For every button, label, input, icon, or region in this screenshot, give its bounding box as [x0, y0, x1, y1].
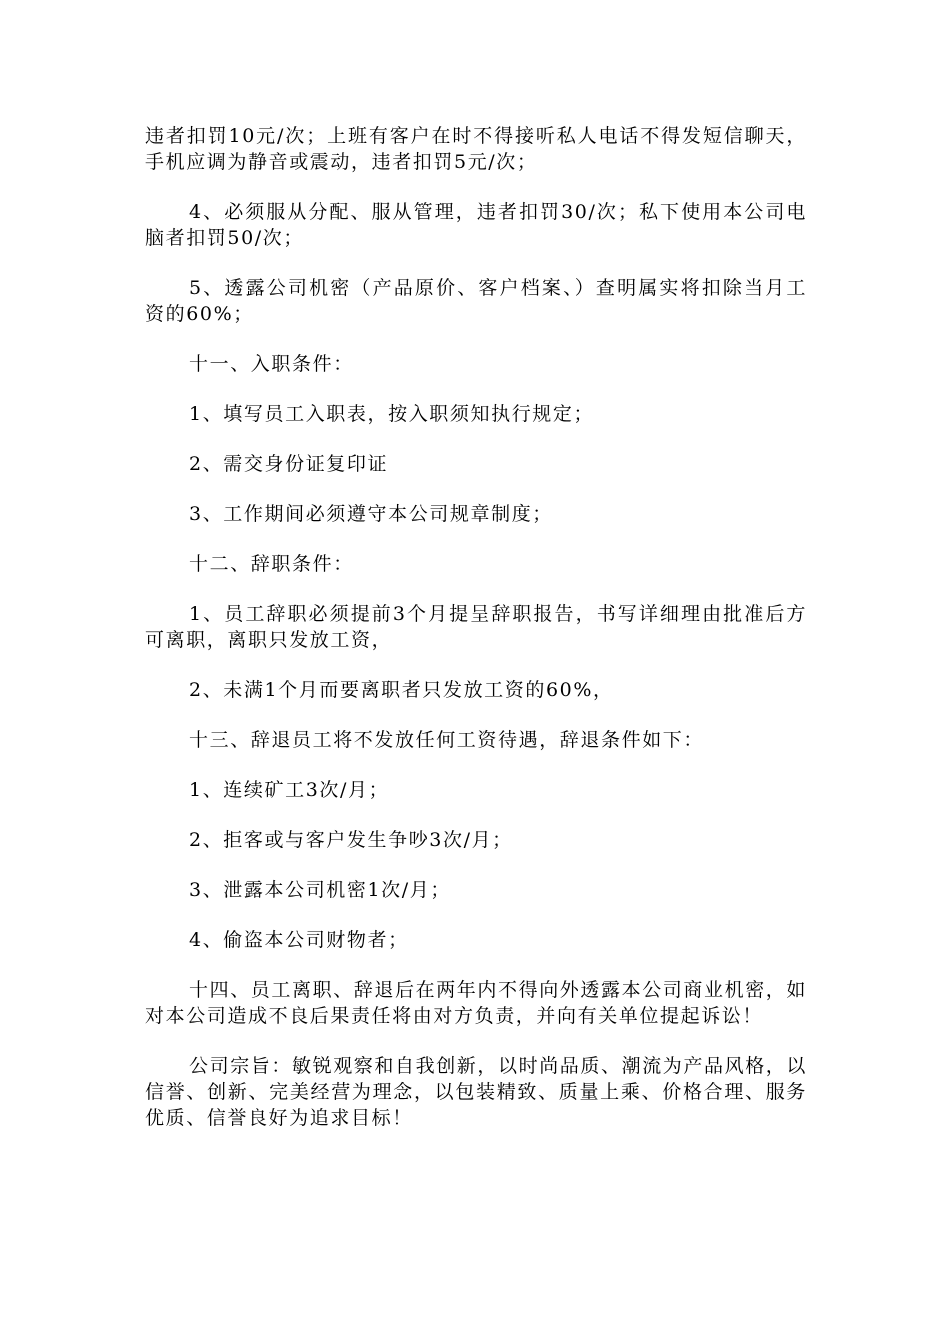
- section-confidentiality: 十四、员工离职、辞退后在两年内不得向外透露本公司商业机密，如对本公司造成不良后果责任将由对方负责，并向有关单位提起诉讼！: [145, 979, 808, 1027]
- paragraph-onboarding-3: 3、工作期间必须遵守本公司规章制度；: [189, 503, 553, 525]
- section-heading-resignation: 十二、辞职条件：: [189, 553, 354, 575]
- paragraph-dismissal-1: 1、连续矿工3次/月；: [189, 779, 390, 801]
- section-heading-dismissal: 十三、辞退员工将不发放任何工资待遇，辞退条件如下：: [189, 729, 705, 751]
- paragraph-resignation-2: 2、未满1个月而要离职者只发放工资的60%，: [189, 679, 614, 701]
- section-heading-onboarding: 十一、入职条件：: [189, 353, 354, 375]
- paragraph-dismissal-4: 4、偷盗本公司财物者；: [189, 929, 409, 951]
- paragraph-penalty-phone: 违者扣罚10元/次；上班有客户在时不得接听私人电话不得发短信聊天，手机应调为静音或震动，违者扣罚5元/次；: [145, 125, 807, 173]
- paragraph-dismissal-3: 3、泄露本公司机密1次/月；: [189, 879, 451, 901]
- paragraph-rule-5: 5、透露公司机密（产品原价、客户档案、）查明属实将扣除当月工资的60%；: [145, 277, 807, 325]
- paragraph-dismissal-2: 2、拒客或与客户发生争吵3次/月；: [189, 829, 513, 851]
- paragraph-resignation-1: 1、员工辞职必须提前3个月提呈辞职报告，书写详细理由批准后方可离职，离职只发放工资，: [145, 603, 807, 651]
- paragraph-rule-4: 4、必须服从分配、服从管理，违者扣罚30/次；私下使用本公司电脑者扣罚50/次；: [145, 201, 807, 249]
- paragraph-onboarding-1: 1、填写员工入职表，按入职须知执行规定；: [189, 403, 595, 425]
- document-body: [145, 123, 807, 1155]
- paragraph-company-mission: 公司宗旨：敏锐观察和自我创新，以时尚品质、潮流为产品风格，以信誉、创新、完美经营为理念，以包装精致、质量上乘、价格合理、服务优质、信誉良好为追求目标！: [145, 1055, 808, 1129]
- paragraph-onboarding-2: 2、需交身份证复印证: [189, 453, 389, 475]
